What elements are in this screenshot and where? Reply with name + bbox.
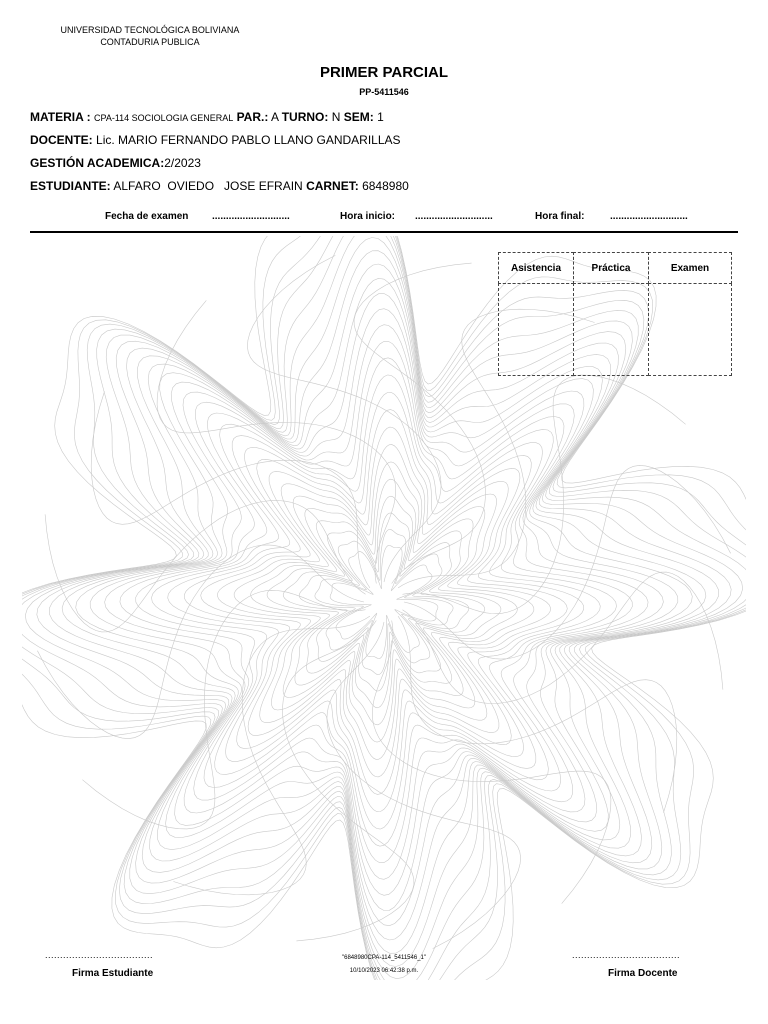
- fecha-value: ............................: [212, 211, 290, 222]
- institution-header: [50, 24, 250, 48]
- par-label: PAR.:: [236, 110, 269, 124]
- teacher-signature-label: Firma Docente: [608, 968, 678, 979]
- sem-value: 1: [377, 110, 384, 124]
- student-signature-line: ....................................: [45, 950, 154, 960]
- guilloche-ring: [217, 427, 550, 777]
- career-name: CONTADURIA PUBLICA: [100, 37, 200, 47]
- carnet-value: 6848980: [362, 179, 409, 193]
- materia-row: [30, 110, 384, 124]
- hora-final-value: ............................: [610, 211, 688, 222]
- guilloche-ring: [234, 445, 534, 760]
- grade-header-examen: Examen: [648, 252, 732, 284]
- docente-label: DOCENTE:: [30, 133, 93, 147]
- exam-code: PP-5411546: [359, 87, 409, 97]
- fecha-label: Fecha de examen: [105, 211, 189, 222]
- docente-row: [30, 133, 401, 147]
- sem-label: SEM:: [343, 110, 374, 124]
- par-value: A: [271, 110, 279, 124]
- guilloche-ring: [330, 545, 438, 658]
- guilloche-ring: [201, 410, 568, 795]
- hora-final-label: Hora final:: [535, 211, 585, 222]
- turno-value: N: [331, 110, 341, 124]
- turno-label: TURNO:: [281, 110, 329, 124]
- guilloche-ring: [120, 325, 648, 880]
- guilloche-ring: [105, 309, 664, 896]
- document-footer: [284, 952, 484, 978]
- grade-cell-practica: [573, 283, 649, 376]
- guilloche-ring: [283, 496, 485, 708]
- guilloche-ring: [299, 513, 469, 691]
- exam-title: PRIMER PARCIAL: [319, 64, 449, 81]
- student-signature-label: Firma Estudiante: [72, 968, 154, 979]
- header-divider: [30, 231, 738, 233]
- estudiante-row: [30, 179, 409, 193]
- guilloche-petal: [404, 465, 731, 659]
- gestion-row: [30, 156, 201, 170]
- grade-cell-examen: [648, 283, 732, 376]
- print-timestamp: 10/10/2023 06:42:38 p.m.: [349, 968, 419, 974]
- carnet-label: CARNET:: [306, 179, 359, 193]
- estudiante-label: ESTUDIANTE:: [30, 179, 111, 193]
- guilloche-ring: [136, 341, 633, 862]
- gestion-value: 2/2023: [164, 156, 201, 170]
- docente-value: Lic. MARIO FERNANDO PABLO LLANO GANDARILLAS: [96, 133, 401, 147]
- guilloche-petal: [173, 616, 370, 895]
- guilloche-petal: [37, 545, 364, 739]
- grade-cell-asistencia: [498, 283, 574, 376]
- document-id: "6848980CPA-114_5411546_1": [342, 955, 426, 961]
- gestion-label: GESTIÓN ACADEMICA:: [30, 156, 165, 170]
- guilloche-ring: [90, 294, 678, 911]
- grade-header-practica: Práctica: [573, 252, 649, 284]
- hora-inicio-label: Hora inicio:: [340, 211, 396, 222]
- hora-inicio-value: ............................: [415, 211, 493, 222]
- grade-header-asistencia: Asistencia: [498, 252, 574, 284]
- grades-table: [498, 252, 732, 376]
- guilloche-ring: [168, 375, 601, 829]
- institution-name: UNIVERSIDAD TECNOLÓGICA BOLIVIANA: [60, 25, 240, 35]
- estudiante-value: ALFARO OVIEDO JOSE EFRAIN: [113, 179, 303, 193]
- guilloche-ring: [184, 392, 583, 811]
- materia-value: CPA-114 SOCIOLOGIA GENERAL: [94, 113, 234, 123]
- teacher-signature-line: ....................................: [572, 950, 681, 960]
- guilloche-ring: [267, 479, 501, 725]
- guilloche-ring: [315, 529, 453, 674]
- materia-label: MATERIA :: [30, 110, 91, 124]
